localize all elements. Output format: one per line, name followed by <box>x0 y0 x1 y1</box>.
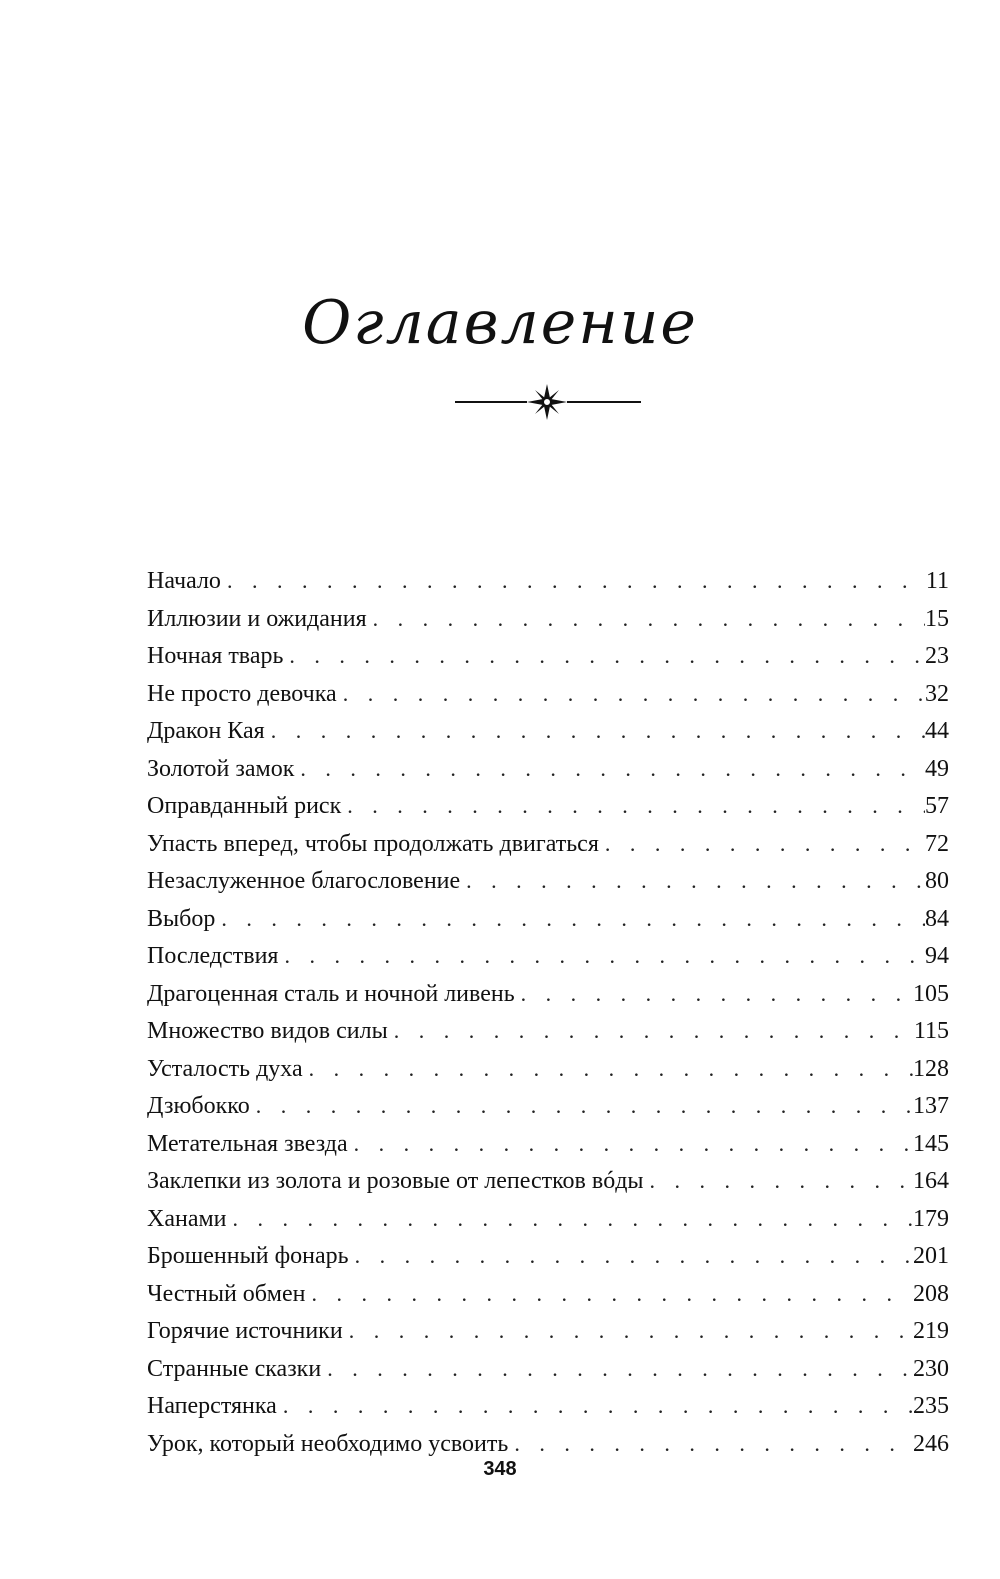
toc-entry-page: 179 <box>913 1205 949 1232</box>
toc-leader-dots <box>265 712 925 750</box>
toc-entry-page: 201 <box>913 1243 949 1269</box>
toc-leader-dots <box>515 975 913 1013</box>
toc-entry-page: 145 <box>913 1130 949 1157</box>
toc-leader-dots <box>599 825 925 863</box>
toc-entry <box>147 787 949 825</box>
toc-entry <box>147 1162 949 1200</box>
toc-entry-title: Дракон Кая <box>147 718 265 744</box>
toc-entry-title: Начало <box>147 568 221 594</box>
toc-entry <box>147 1275 949 1313</box>
toc-leader-dots <box>321 1350 913 1388</box>
toc-entry-title: Дзюбокко <box>147 1093 250 1119</box>
toc-leader-dots <box>303 1050 913 1088</box>
toc-entry <box>147 637 949 675</box>
toc-leader-dots <box>283 637 925 675</box>
toc-leader-dots <box>367 600 925 638</box>
toc-entry <box>147 1425 949 1463</box>
toc-entry-page: 23 <box>925 643 949 669</box>
toc-leader-dots <box>341 787 925 825</box>
toc-entry <box>147 600 949 638</box>
toc-leader-dots <box>277 1387 913 1425</box>
page-number: 348 <box>483 1458 517 1480</box>
toc-entry-title: Выбор <box>147 905 216 932</box>
toc-entry <box>147 712 949 750</box>
toc-entry-title: Горячие источники <box>147 1318 343 1344</box>
toc-entry-page: 219 <box>913 1318 949 1344</box>
toc-leader-dots <box>278 937 925 975</box>
toc-entry <box>147 1012 949 1050</box>
toc-entry-title: Золотой замок <box>147 755 295 782</box>
toc-entry <box>147 825 949 863</box>
toc-entry <box>147 1350 949 1388</box>
toc-entry <box>147 975 949 1013</box>
toc-entry <box>147 1312 949 1350</box>
toc-entry-title: Упасть вперед, чтобы продолжать двигаться <box>147 830 599 857</box>
page-title: Оглавление <box>302 288 698 358</box>
toc-entry-title: Множество видов силы <box>147 1018 388 1044</box>
star-ornament-icon <box>455 380 641 424</box>
toc-leader-dots <box>215 900 925 938</box>
toc-entry <box>147 562 949 600</box>
toc-entry-page: 15 <box>925 605 949 632</box>
toc-entry-page: 137 <box>913 1093 949 1119</box>
toc-entry <box>147 937 949 975</box>
toc-entry <box>147 1387 949 1425</box>
toc-entry <box>147 675 949 713</box>
toc-entry <box>147 1087 949 1125</box>
toc-entry-page: 115 <box>913 1018 949 1044</box>
toc-entry-title: Странные сказки <box>147 1355 322 1382</box>
toc-leader-dots <box>348 1125 913 1163</box>
toc-entry-page: 94 <box>925 943 949 969</box>
toc-entry-title: Ханами <box>147 1205 227 1232</box>
toc-entry-page: 72 <box>925 830 949 857</box>
toc-entry-title: Честный обмен <box>147 1280 306 1307</box>
toc-entry-page: 49 <box>925 755 949 782</box>
toc-entry-title: Брошенный фонарь <box>147 1243 349 1269</box>
toc-entry-title: Не просто девочка <box>147 680 337 707</box>
toc-entry-page: 57 <box>925 793 949 819</box>
toc-leader-dots <box>508 1425 913 1463</box>
toc-entry-title: Драгоценная сталь и ночной ливень <box>147 980 515 1007</box>
toc-entry-title: Усталость духа <box>147 1055 303 1082</box>
toc-leader-dots <box>337 675 925 713</box>
toc-entry-title: Наперстянка <box>147 1393 277 1419</box>
toc-leader-dots <box>221 562 926 600</box>
toc-entry-page: 84 <box>925 905 949 932</box>
toc-entry <box>147 1200 949 1238</box>
toc-entry-page: 235 <box>913 1393 949 1419</box>
toc-leader-dots <box>349 1237 913 1275</box>
toc-leader-dots <box>294 750 925 788</box>
toc-entry-title: Иллюзии и ожидания <box>147 605 367 632</box>
toc-entry-page: 246 <box>913 1430 949 1457</box>
toc-entry-page: 128 <box>913 1055 949 1082</box>
toc-entry <box>147 750 949 788</box>
toc-entry-title: Урок, который необходимо усвоить <box>147 1430 509 1457</box>
toc-leader-dots <box>343 1312 913 1350</box>
toc-leader-dots <box>227 1200 913 1238</box>
toc-leader-dots <box>644 1162 913 1200</box>
table-of-contents <box>147 562 949 1462</box>
toc-leader-dots <box>305 1275 913 1313</box>
toc-entry-title: Ночная тварь <box>147 643 284 669</box>
toc-entry-title: Заклепки из золота и розовые от лепестков вóды <box>147 1168 644 1194</box>
toc-entry-page: 208 <box>913 1280 949 1307</box>
toc-entry-title: Незаслуженное благословение <box>147 868 461 894</box>
toc-entry-page: 44 <box>925 718 949 744</box>
toc-entry-title: Последствия <box>147 943 279 969</box>
toc-entry-title: Метательная звезда <box>147 1130 348 1157</box>
toc-entry-page: 105 <box>913 980 949 1007</box>
toc-entry-title: Оправданный риск <box>147 793 342 819</box>
toc-leader-dots <box>388 1012 914 1050</box>
toc-entry <box>147 862 949 900</box>
toc-entry-page: 80 <box>925 868 949 894</box>
toc-leader-dots <box>460 862 925 900</box>
toc-leader-dots <box>250 1087 913 1125</box>
toc-entry <box>147 1125 949 1163</box>
toc-entry-page: 11 <box>925 568 949 594</box>
toc-entry-page: 230 <box>913 1355 949 1382</box>
toc-entry-page: 164 <box>913 1168 949 1194</box>
toc-entry <box>147 1050 949 1088</box>
toc-entry <box>147 1237 949 1275</box>
toc-entry <box>147 900 949 938</box>
toc-entry-page: 32 <box>925 680 949 707</box>
